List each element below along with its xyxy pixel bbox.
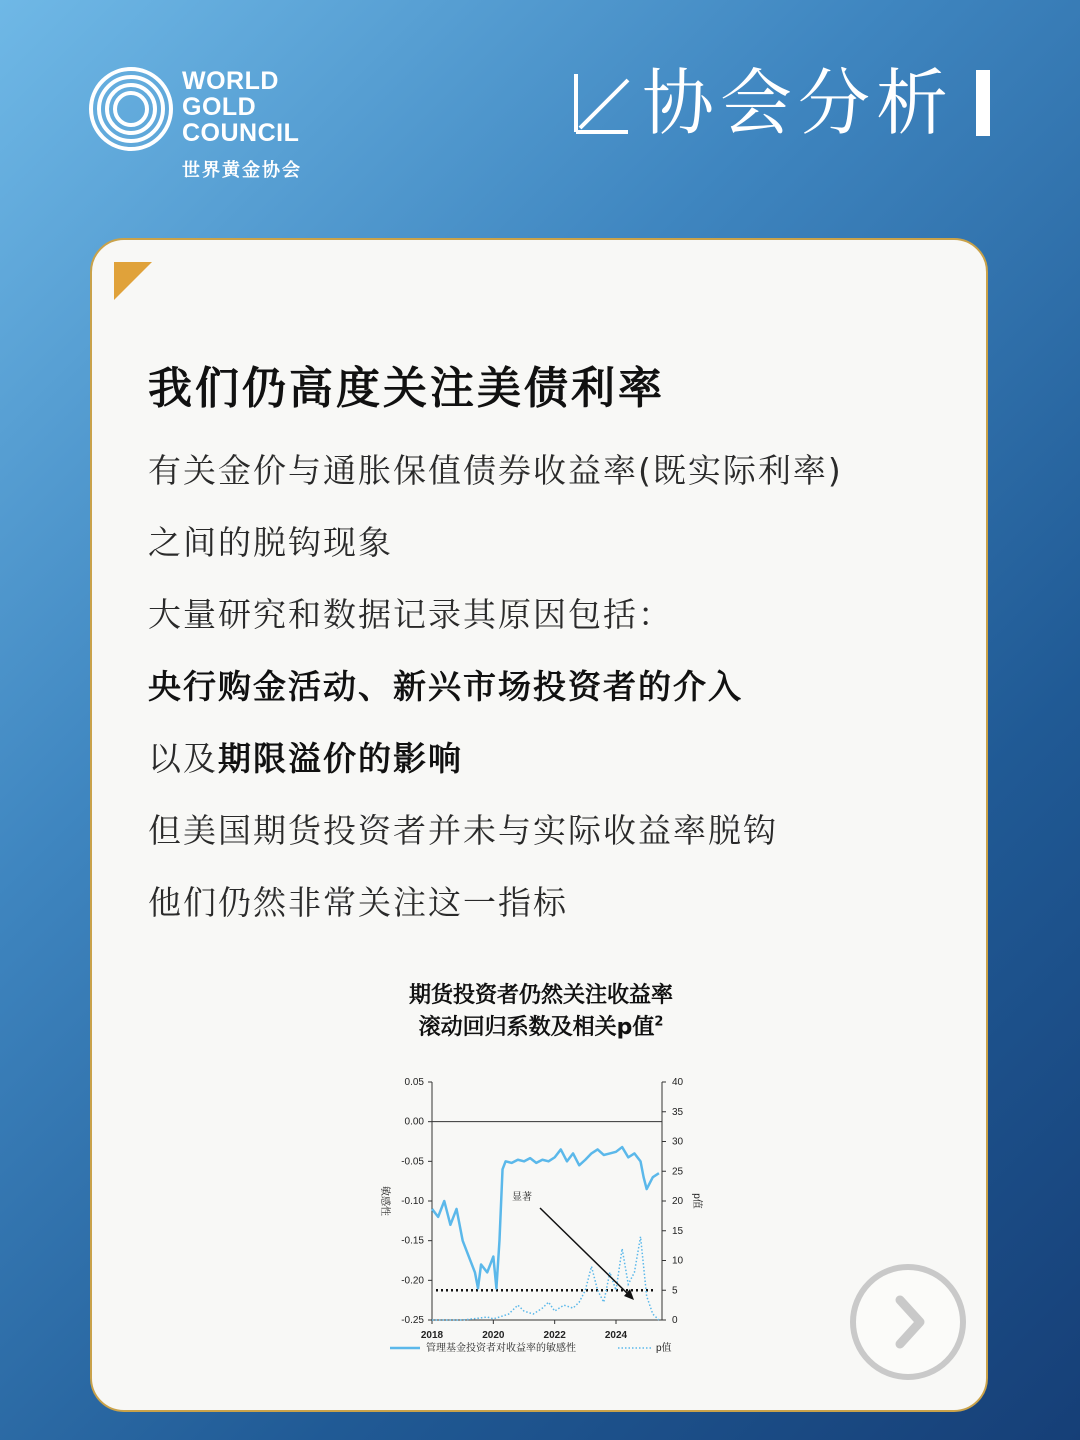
card-body: [148, 446, 843, 950]
right-axis-label: p值: [691, 1193, 702, 1209]
body-line: [148, 662, 843, 734]
corner-triangle-icon: [114, 262, 152, 300]
legend-label-pvalue: p值: [656, 1343, 672, 1354]
left-tick-label: 0.05: [404, 1077, 424, 1088]
right-tick-label: 25: [672, 1166, 684, 1178]
right-tick-label: 20: [672, 1196, 684, 1207]
left-tick-label: -0.25: [401, 1315, 424, 1326]
brand-name-line: GOLD: [182, 93, 257, 121]
next-button[interactable]: [850, 1264, 966, 1380]
title-bar-decoration: [976, 70, 990, 136]
body-text-bold: 央行购金活动、新兴市场投资者的介入: [148, 667, 743, 706]
body-text: 有关金价与通胀保值债券收益率(既实际利率): [148, 451, 843, 490]
chart-title-sup: 2: [654, 1014, 664, 1030]
right-tick-label: 0: [672, 1315, 678, 1326]
brand-name-cn: 世界黄金协会: [182, 160, 302, 181]
body-line: [148, 878, 843, 950]
body-line: [148, 734, 843, 806]
body-text: 以及: [148, 739, 218, 778]
chart-title-line1: 期货投资者仍然关注收益率: [408, 983, 673, 1008]
brand-name-line: COUNCIL: [182, 119, 300, 147]
right-tick-label: 15: [672, 1225, 684, 1237]
body-text-bold: 期限溢价的影响: [218, 739, 463, 778]
left-tick-label: -0.10: [401, 1196, 424, 1207]
body-text: 大量研究和数据记录其原因包括：: [148, 595, 673, 634]
body-text: 但美国期货投资者并未与实际收益率脱钩: [148, 811, 778, 850]
chart-title-line2: [92, 1010, 990, 1041]
slash-mark-icon: [572, 70, 632, 136]
x-tick-label: 2018: [420, 1330, 444, 1341]
chart: [362, 1070, 722, 1370]
brand-logo: [88, 66, 348, 186]
card-heading: 我们仍高度关注美债利率: [148, 363, 665, 414]
x-tick-label: 2022: [543, 1330, 566, 1341]
brand-name: [182, 68, 299, 146]
body-line: [148, 518, 843, 590]
page-title: 协会分析: [642, 61, 955, 145]
brand-name-line: WORLD: [182, 67, 279, 95]
left-tick-label: -0.15: [401, 1235, 424, 1247]
annotation-arrow-line: [540, 1208, 630, 1296]
legend-label-sensitivity: 管理基金投资者对收益率的敏感性: [426, 1343, 576, 1354]
logo-rings-icon: [88, 66, 174, 152]
right-tick-label: 40: [672, 1077, 684, 1088]
content-card: [90, 238, 988, 1412]
chart-title-text: 滚动回归系数及相关p值: [418, 1015, 655, 1040]
right-tick-label: 5: [672, 1285, 678, 1297]
body-line: [148, 446, 843, 518]
body-line: [148, 806, 843, 878]
right-tick-label: 10: [672, 1255, 684, 1267]
x-tick-label: 2024: [604, 1330, 628, 1341]
right-tick-label: 30: [672, 1136, 684, 1148]
right-tick-label: 35: [672, 1106, 684, 1118]
left-tick-label: -0.05: [401, 1156, 424, 1168]
chevron-right-icon: [856, 1270, 960, 1374]
body-line: [148, 590, 843, 662]
body-text: 之间的脱钩现象: [148, 523, 393, 562]
x-tick-label: 2020: [482, 1330, 505, 1341]
left-tick-label: -0.20: [401, 1275, 424, 1287]
body-text: 他们仍然非常关注这一指标: [148, 883, 568, 922]
left-tick-label: 0.00: [404, 1116, 424, 1128]
left-axis-label: 敏感性: [379, 1186, 390, 1216]
annotation-label: 显著: [512, 1192, 532, 1203]
